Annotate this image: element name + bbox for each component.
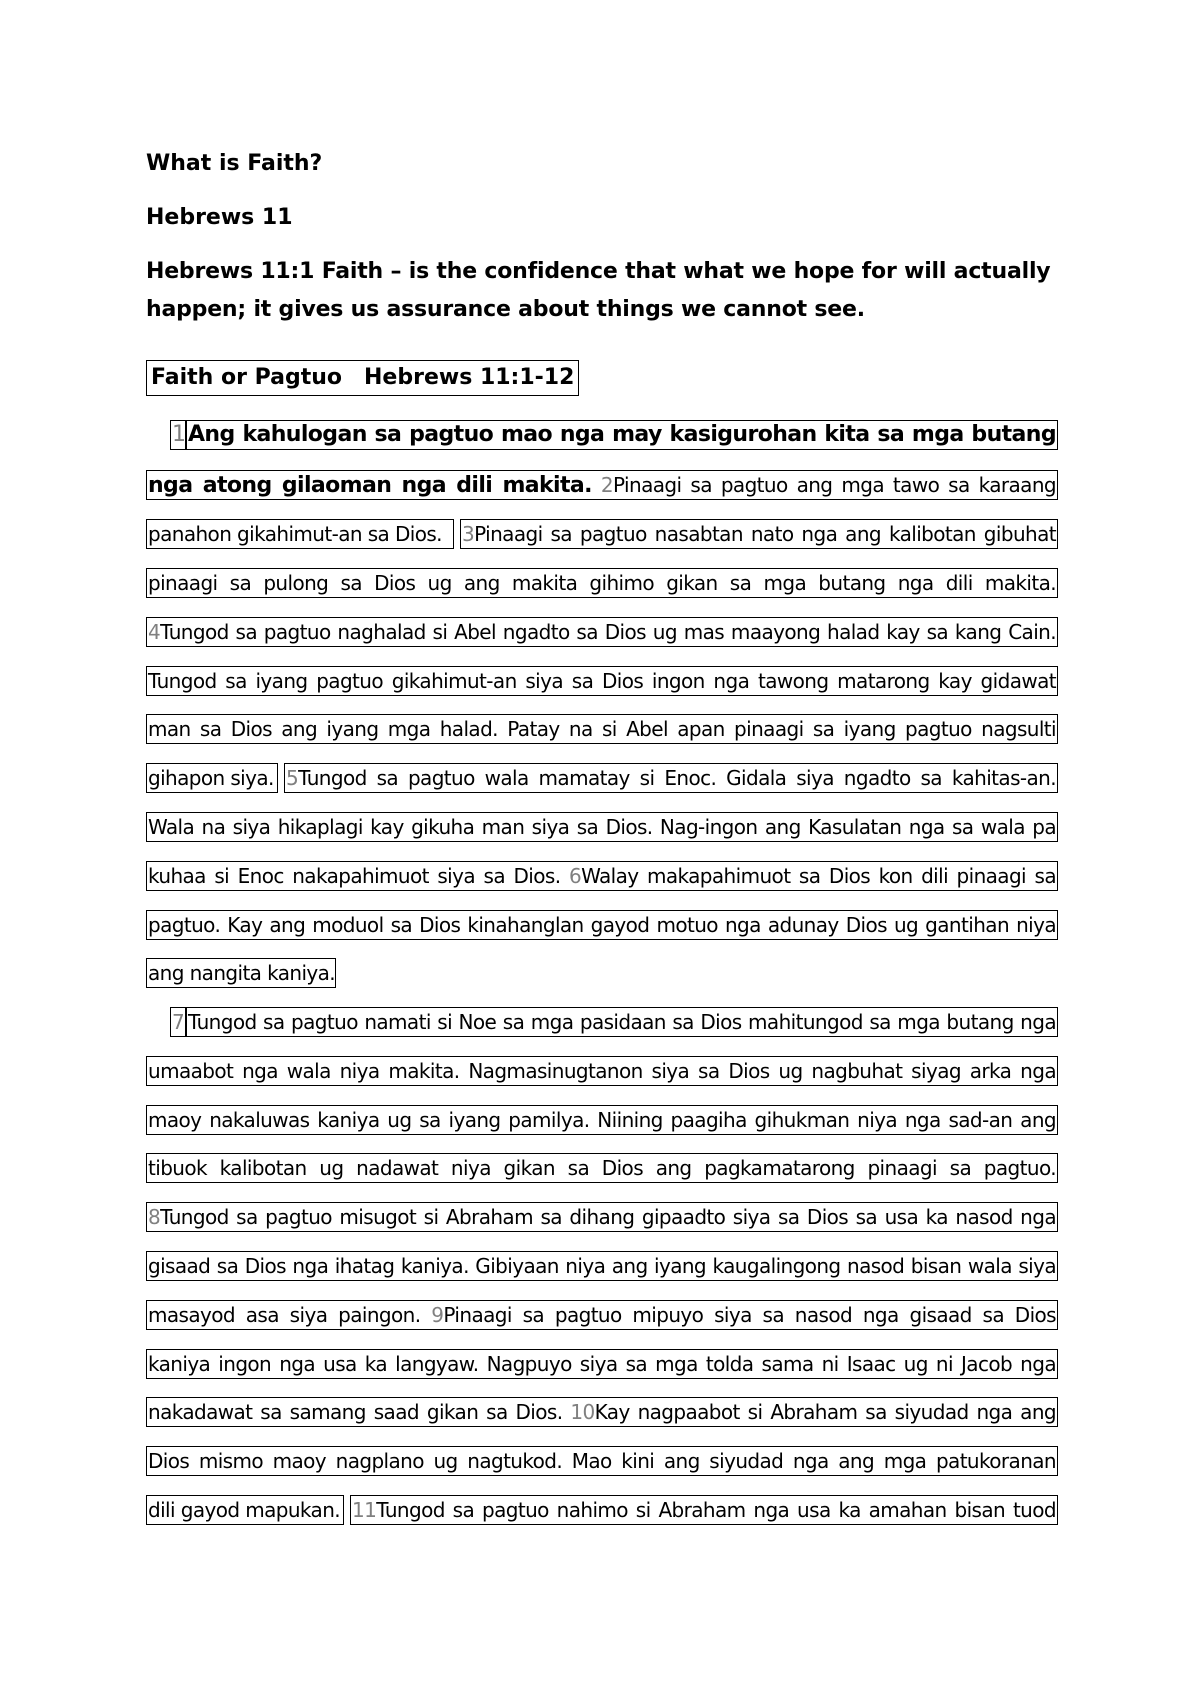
- section-heading-right: Hebrews 11:1-12: [364, 365, 575, 390]
- verse-text: Tungod sa iyang pagtuo gikahimut-an siya sa Dios ingon nga tawong matarong kay gidawat: [146, 666, 1058, 696]
- verse-text: 11Tungod sa pagtuo nahimo si Abraham nga usa ka amahan bisan tuod: [350, 1495, 1058, 1525]
- text-line: [146, 519, 1058, 551]
- key-verse: Hebrews 11:1 Faith – is the confidence that what we hope for will actually happen; it gives us assurance about things we cannot see.: [146, 259, 1051, 322]
- verse-text: dili gayod mapukan.: [146, 1495, 344, 1525]
- verse-text: man sa Dios ang iyang mga halad. Patay na si Abel apan pinaagi sa iyang pagtuo nagsulti: [146, 714, 1058, 744]
- verse-text: masayod asa siya paingon. 9Pinaagi sa pagtuo mipuyo siya sa nasod nga gisaad sa Dios: [146, 1300, 1058, 1330]
- text-line: [146, 910, 1058, 942]
- text-line: [146, 617, 1058, 649]
- text-line: [146, 1105, 1058, 1137]
- verse-number: 7: [170, 1007, 186, 1037]
- text-line: [146, 1153, 1058, 1185]
- text-line: [146, 958, 1058, 990]
- text-line: [146, 1202, 1058, 1234]
- verse-text: kuhaa si Enoc nakapahimuot siya sa Dios. 6Walay makapahimuot sa Dios kon dili pinaagi sa: [146, 861, 1058, 891]
- text-line: [146, 420, 1058, 452]
- text-line: [146, 1251, 1058, 1283]
- text-line: [146, 666, 1058, 698]
- text-line: [146, 1349, 1058, 1381]
- verse-text: umaabot nga wala niya makita. Nagmasinugtanon siya sa Dios ug nagbuhat siyag arka nga: [146, 1056, 1058, 1086]
- verse-text: pagtuo. Kay ang moduol sa Dios kinahanglan gayod motuo nga adunay Dios ug gantihan niya: [146, 910, 1058, 940]
- text-line: [146, 1495, 1058, 1527]
- text-line: [146, 861, 1058, 893]
- document-title: What is Faith?: [146, 151, 323, 176]
- section-heading: [146, 360, 579, 396]
- text-line: [146, 568, 1058, 600]
- text-line: [146, 763, 1058, 795]
- verse-text: Tungod sa pagtuo namati si Noe sa mga pasidaan sa Dios mahitungod sa mga butang nga: [186, 1007, 1058, 1037]
- text-line: [146, 1397, 1058, 1429]
- verse-text: gisaad sa Dios nga ihatag kaniya. Gibiyaan niya ang iyang kaugalingong nasod bisan wala siya: [146, 1251, 1058, 1281]
- text-line: [146, 812, 1058, 844]
- verse-text: 3Pinaagi sa pagtuo nasabtan nato nga ang kalibotan gibuhat: [460, 519, 1058, 549]
- text-line: [146, 1300, 1058, 1332]
- verse-text: Ang kahulogan sa pagtuo mao nga may kasigurohan kita sa mga butang: [186, 420, 1058, 450]
- verse-text: gihapon siya.: [146, 763, 278, 793]
- verse-text: panahon gikahimut-an sa Dios.: [146, 519, 454, 549]
- text-line: [146, 1007, 1058, 1039]
- verse-text: kaniya ingon nga usa ka langyaw. Nagpuyo siya sa mga tolda sama ni Isaac ug ni Jacob nga: [146, 1349, 1058, 1379]
- text-line: [146, 714, 1058, 746]
- text-line: [146, 470, 1058, 502]
- verse-text: 4Tungod sa pagtuo naghalad si Abel ngadto sa Dios ug mas maayong halad kay sa kang Cain.: [146, 617, 1058, 647]
- text-line: [146, 1446, 1058, 1478]
- text-line: [146, 1056, 1058, 1088]
- verse-text: nga atong gilaoman nga dili makita. 2Pinaagi sa pagtuo ang mga tawo sa karaang: [146, 470, 1058, 500]
- verse-text: maoy nakaluwas kaniya ug sa iyang pamilya. Niining paagiha gihukman niya nga sad-an ang: [146, 1105, 1058, 1135]
- verse-number: 1: [170, 420, 186, 450]
- verse-text: Dios mismo maoy nagplano ug nagtukod. Mao kini ang siyudad nga ang mga patukoranan: [146, 1446, 1058, 1476]
- verse-text: ang nangita kaniya.: [146, 958, 336, 988]
- verse-text: 8Tungod sa pagtuo misugot si Abraham sa dihang gipaadto siya sa Dios sa usa ka nasod nga: [146, 1202, 1058, 1232]
- verse-text: Wala na siya hikaplagi kay gikuha man siya sa Dios. Nag-ingon ang Kasulatan nga sa wala pa: [146, 812, 1058, 842]
- verse-text: pinaagi sa pulong sa Dios ug ang makita gihimo gikan sa mga butang nga dili makita.: [146, 568, 1058, 598]
- section-heading-left: Faith or Pagtuo: [151, 365, 343, 390]
- verse-text: 5Tungod sa pagtuo wala mamatay si Enoc. Gidala siya ngadto sa kahitas-an.: [284, 763, 1058, 793]
- verse-text: nakadawat sa samang saad gikan sa Dios. 10Kay nagpaabot si Abraham sa siyudad nga ang: [146, 1397, 1058, 1427]
- verse-text: tibuok kalibotan ug nadawat niya gikan sa Dios ang pagkamatarong pinaagi sa pagtuo.: [146, 1153, 1058, 1183]
- chapter-heading: Hebrews 11: [146, 205, 293, 230]
